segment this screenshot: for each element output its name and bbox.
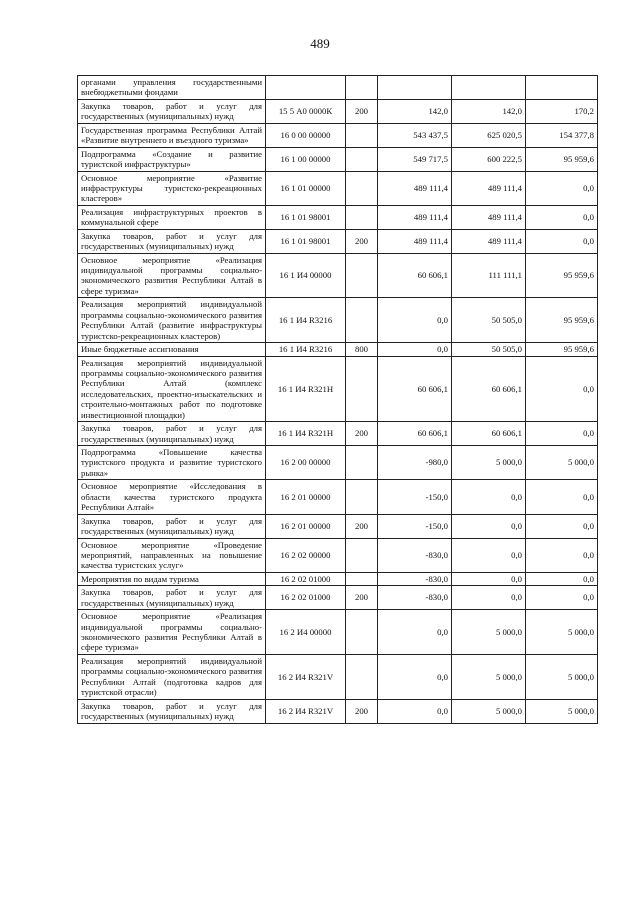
row-code-cell: 16 2 И4 R321V	[266, 654, 346, 699]
row-amount-2-cell: 625 020,5	[452, 123, 526, 147]
row-expense-type-cell	[346, 147, 378, 171]
row-amount-3-cell: 0,0	[526, 205, 598, 229]
row-amount-1-cell: 0,0	[378, 298, 452, 343]
row-amount-1-cell: -830,0	[378, 572, 452, 585]
row-name-cell: органами управления государственными внебюджетными фондами	[78, 76, 266, 100]
row-expense-type-cell	[346, 76, 378, 100]
row-amount-3-cell: 0,0	[526, 538, 598, 572]
row-amount-3-cell: 5 000,0	[526, 610, 598, 655]
table-row	[78, 229, 598, 253]
row-amount-1-cell: 60 606,1	[378, 356, 452, 422]
row-amount-2-cell: 600 222,5	[452, 147, 526, 171]
row-name-cell: Мероприятия по видам туризма	[78, 572, 266, 585]
row-amount-1-cell: 489 111,4	[378, 229, 452, 253]
row-name-cell: Закупка товаров, работ и услуг для государственных (муниципальных) нужд	[78, 229, 266, 253]
row-expense-type-cell: 800	[346, 343, 378, 356]
row-amount-2-cell: 5 000,0	[452, 699, 526, 723]
row-amount-1-cell: -830,0	[378, 538, 452, 572]
row-code-cell: 16 2 02 01000	[266, 572, 346, 585]
row-amount-1-cell: 489 111,4	[378, 205, 452, 229]
row-amount-2-cell: 5 000,0	[452, 446, 526, 480]
row-name-cell: Закупка товаров, работ и услуг для государственных (муниципальных) нужд	[78, 586, 266, 610]
budget-table-body	[78, 76, 598, 724]
table-row	[78, 699, 598, 723]
row-expense-type-cell: 200	[346, 229, 378, 253]
row-amount-3-cell: 154 377,8	[526, 123, 598, 147]
row-expense-type-cell	[346, 171, 378, 205]
row-amount-2-cell: 60 606,1	[452, 356, 526, 422]
table-row	[78, 514, 598, 538]
row-amount-3-cell: 95 959,6	[526, 147, 598, 171]
row-amount-2-cell: 0,0	[452, 514, 526, 538]
row-expense-type-cell: 200	[346, 99, 378, 123]
row-code-cell: 16 1 И4 R3216	[266, 298, 346, 343]
table-row	[78, 298, 598, 343]
row-code-cell: 16 2 И4 R321V	[266, 699, 346, 723]
row-amount-3-cell: 0,0	[526, 586, 598, 610]
table-row	[78, 586, 598, 610]
row-amount-3-cell: 0,0	[526, 171, 598, 205]
table-row	[78, 422, 598, 446]
row-amount-1-cell: 549 717,5	[378, 147, 452, 171]
table-row	[78, 356, 598, 422]
row-expense-type-cell: 200	[346, 514, 378, 538]
row-amount-3-cell: 0,0	[526, 514, 598, 538]
row-expense-type-cell: 200	[346, 699, 378, 723]
table-row	[78, 99, 598, 123]
row-expense-type-cell	[346, 480, 378, 514]
row-code-cell: 16 1 00 00000	[266, 147, 346, 171]
table-row	[78, 76, 598, 100]
row-amount-1-cell: 543 437,5	[378, 123, 452, 147]
row-amount-2-cell: 0,0	[452, 586, 526, 610]
row-amount-2-cell: 0,0	[452, 538, 526, 572]
row-amount-3-cell: 0,0	[526, 422, 598, 446]
row-amount-2-cell: 0,0	[452, 572, 526, 585]
row-expense-type-cell	[346, 356, 378, 422]
row-expense-type-cell	[346, 205, 378, 229]
table-row	[78, 123, 598, 147]
table-row	[78, 343, 598, 356]
row-expense-type-cell	[346, 572, 378, 585]
table-row	[78, 147, 598, 171]
row-expense-type-cell	[346, 654, 378, 699]
row-amount-2-cell: 0,0	[452, 480, 526, 514]
row-amount-1-cell: 0,0	[378, 343, 452, 356]
table-row	[78, 480, 598, 514]
row-amount-1-cell: -150,0	[378, 514, 452, 538]
table-row	[78, 205, 598, 229]
row-code-cell: 16 1 И4 R321Н	[266, 356, 346, 422]
row-name-cell: Основное мероприятие «Развитие инфраструктуры туристско-рекреационных кластеров»	[78, 171, 266, 205]
row-amount-2-cell: 50 505,0	[452, 298, 526, 343]
row-amount-3-cell: 0,0	[526, 356, 598, 422]
table-row	[78, 253, 598, 298]
row-amount-1-cell: -980,0	[378, 446, 452, 480]
row-amount-2-cell	[452, 76, 526, 100]
row-name-cell: Иные бюджетные ассигнования	[78, 343, 266, 356]
row-expense-type-cell: 200	[346, 422, 378, 446]
table-row	[78, 538, 598, 572]
row-code-cell: 16 2 02 01000	[266, 586, 346, 610]
row-code-cell: 16 1 И4 00000	[266, 253, 346, 298]
row-amount-3-cell: 95 959,6	[526, 343, 598, 356]
row-amount-3-cell: 5 000,0	[526, 654, 598, 699]
row-name-cell: Закупка товаров, работ и услуг для государственных (муниципальных) нужд	[78, 514, 266, 538]
row-code-cell: 16 0 00 00000	[266, 123, 346, 147]
table-row	[78, 610, 598, 655]
row-expense-type-cell	[346, 253, 378, 298]
page-number: 489	[310, 36, 330, 51]
row-amount-1-cell: 0,0	[378, 610, 452, 655]
row-amount-1-cell: 60 606,1	[378, 253, 452, 298]
row-amount-1-cell: -830,0	[378, 586, 452, 610]
row-name-cell: Основное мероприятие «Проведение мероприятий, направленных на повышение качества туристских услуг»	[78, 538, 266, 572]
row-amount-1-cell: -150,0	[378, 480, 452, 514]
row-name-cell: Основное мероприятие «Реализация индивидуальной программы социально-экономического развития Республики Алтай в сфере туризма»	[78, 610, 266, 655]
row-code-cell: 16 1 И4 R3216	[266, 343, 346, 356]
row-amount-2-cell: 5 000,0	[452, 654, 526, 699]
row-name-cell: Закупка товаров, работ и услуг для государственных (муниципальных) нужд	[78, 699, 266, 723]
row-amount-3-cell: 0,0	[526, 480, 598, 514]
row-name-cell: Реализация мероприятий индивидуальной программы социально-экономического развития Республики Алтай (развитие инфраструктуры туристско-рекреационных кластеров)	[78, 298, 266, 343]
row-amount-3-cell: 0,0	[526, 572, 598, 585]
row-expense-type-cell	[346, 610, 378, 655]
row-amount-3-cell: 5 000,0	[526, 446, 598, 480]
row-amount-3-cell: 0,0	[526, 229, 598, 253]
row-name-cell: Государственная программа Республики Алтай «Развитие внутреннего и въездного туризма»	[78, 123, 266, 147]
table-row	[78, 572, 598, 585]
table-row	[78, 446, 598, 480]
row-amount-2-cell: 489 111,4	[452, 229, 526, 253]
table-row	[78, 171, 598, 205]
row-name-cell: Основное мероприятие «Реализация индивидуальной программы социально-экономического развития Республики Алтай в сфере туризма»	[78, 253, 266, 298]
row-name-cell: Реализация мероприятий индивидуальной программы социально-экономического развития Республики Алтай (подготовка кадров для туристской отрасли)	[78, 654, 266, 699]
row-amount-2-cell: 142,0	[452, 99, 526, 123]
row-amount-1-cell: 0,0	[378, 699, 452, 723]
row-name-cell: Подпрограмма «Создание и развитие туристской инфраструктуры»	[78, 147, 266, 171]
row-amount-1-cell: 0,0	[378, 654, 452, 699]
row-code-cell: 16 2 02 00000	[266, 538, 346, 572]
row-expense-type-cell	[346, 123, 378, 147]
row-code-cell: 16 1 01 98001	[266, 205, 346, 229]
row-expense-type-cell	[346, 538, 378, 572]
row-amount-2-cell: 111 111,1	[452, 253, 526, 298]
row-amount-3-cell: 170,2	[526, 99, 598, 123]
row-amount-1-cell: 60 606,1	[378, 422, 452, 446]
row-amount-2-cell: 489 111,4	[452, 205, 526, 229]
row-code-cell: 16 2 01 00000	[266, 480, 346, 514]
row-name-cell: Подпрограмма «Повышение качества туристского продукта и развитие туристского рынка»	[78, 446, 266, 480]
row-amount-2-cell: 5 000,0	[452, 610, 526, 655]
row-code-cell: 16 1 01 00000	[266, 171, 346, 205]
table-row	[78, 654, 598, 699]
row-code-cell: 16 1 И4 R321Н	[266, 422, 346, 446]
row-code-cell	[266, 76, 346, 100]
row-code-cell: 16 2 01 00000	[266, 514, 346, 538]
row-code-cell: 16 2 И4 00000	[266, 610, 346, 655]
budget-table	[77, 75, 598, 724]
row-amount-2-cell: 489 111,4	[452, 171, 526, 205]
row-name-cell: Основное мероприятие «Исследования в области качества туристского продукта Республики Алтай»	[78, 480, 266, 514]
row-amount-2-cell: 60 606,1	[452, 422, 526, 446]
row-amount-3-cell: 5 000,0	[526, 699, 598, 723]
row-amount-2-cell: 50 505,0	[452, 343, 526, 356]
row-name-cell: Реализация мероприятий индивидуальной программы социально-экономического развития Республики Алтай (комплекс исследовательских, проектно-изыскательских и строительно-монтажных работ по подготовке инвестиционной площадки)	[78, 356, 266, 422]
row-amount-1-cell: 142,0	[378, 99, 452, 123]
row-name-cell: Закупка товаров, работ и услуг для государственных (муниципальных) нужд	[78, 99, 266, 123]
row-name-cell: Закупка товаров, работ и услуг для государственных (муниципальных) нужд	[78, 422, 266, 446]
row-code-cell: 15 5 А0 0000К	[266, 99, 346, 123]
row-name-cell: Реализация инфраструктурных проектов в коммунальной сфере	[78, 205, 266, 229]
row-expense-type-cell: 200	[346, 586, 378, 610]
row-amount-1-cell: 489 111,4	[378, 171, 452, 205]
row-code-cell: 16 2 00 00000	[266, 446, 346, 480]
row-expense-type-cell	[346, 298, 378, 343]
row-amount-3-cell	[526, 76, 598, 100]
row-expense-type-cell	[346, 446, 378, 480]
row-amount-1-cell	[378, 76, 452, 100]
row-amount-3-cell: 95 959,6	[526, 298, 598, 343]
row-code-cell: 16 1 01 98001	[266, 229, 346, 253]
row-amount-3-cell: 95 959,6	[526, 253, 598, 298]
